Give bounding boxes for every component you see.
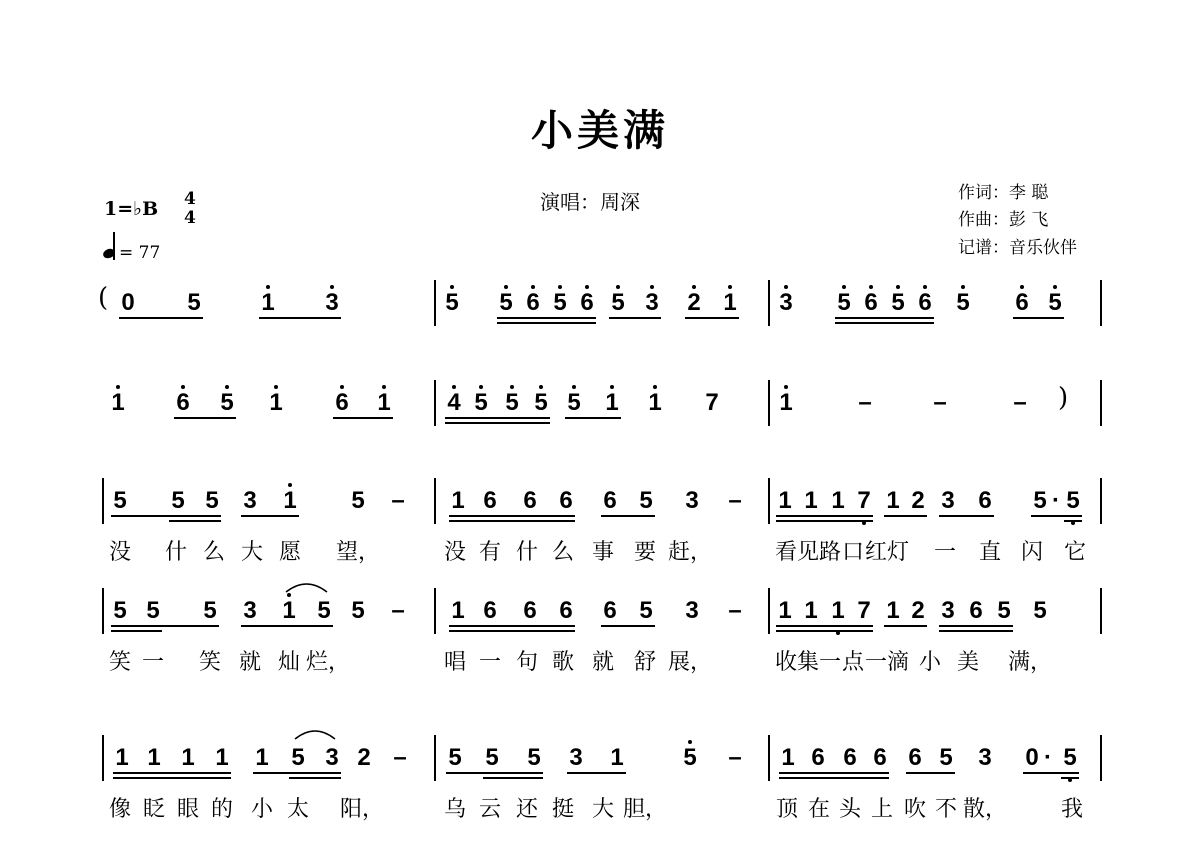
sixteenth-underline — [111, 630, 162, 632]
octave-high-dot — [531, 285, 535, 289]
note: 0 — [1025, 744, 1039, 771]
note: 5 — [837, 289, 851, 316]
time-signature-bottom: 4 — [184, 208, 196, 228]
note: 5 — [1048, 289, 1062, 316]
note: 1 — [779, 389, 793, 416]
lyric-char: 大 — [240, 540, 264, 565]
octave-high-dot — [450, 285, 454, 289]
lyric-char: 望， — [335, 540, 381, 565]
note: 1 — [886, 487, 900, 514]
note: 3 — [569, 744, 583, 771]
eighth-underline — [111, 625, 219, 627]
sixteenth-underline — [113, 777, 231, 779]
lyric-char: 直 — [978, 540, 1002, 565]
note: 6 — [580, 289, 594, 316]
note: 5 — [1063, 744, 1077, 771]
lyric-char: 一 — [864, 650, 888, 675]
eighth-underline — [939, 515, 994, 517]
octave-high-dot — [266, 285, 270, 289]
octave-high-dot — [923, 285, 927, 289]
note: 6 — [969, 597, 983, 624]
lyric-char: 乌 — [443, 797, 467, 822]
eighth-underline — [1023, 772, 1079, 774]
note: 3 — [779, 289, 793, 316]
lyric-char: 阳， — [339, 797, 385, 822]
note: 1 — [147, 744, 161, 771]
lyric-char: 歌 — [551, 650, 575, 675]
note: 6 — [603, 597, 617, 624]
lyric-char: 上 — [870, 797, 894, 822]
note: 3 — [645, 289, 659, 316]
note: 6 — [335, 389, 349, 416]
note: 3 — [243, 597, 257, 624]
tempo-value: = 77 — [119, 243, 161, 263]
note: 3 — [325, 744, 339, 771]
octave-high-dot — [961, 285, 965, 289]
note: 1 — [781, 744, 795, 771]
note: 5 — [499, 289, 513, 316]
lyric-char: 什 — [515, 540, 539, 565]
octave-high-dot — [585, 285, 589, 289]
eighth-underline — [779, 772, 889, 774]
lyric-char: 的 — [210, 797, 234, 822]
eighth-underline — [1031, 515, 1082, 517]
note: 1 — [831, 597, 845, 624]
lyric-char: 散， — [962, 797, 1008, 822]
note: 3 — [978, 744, 992, 771]
note: 1 — [804, 597, 818, 624]
eighth-underline — [111, 515, 221, 517]
note: 1 — [181, 744, 195, 771]
note: 6 — [918, 289, 932, 316]
note: 5 — [205, 487, 219, 514]
lyric-char: 舒 — [633, 650, 657, 675]
sixteenth-underline — [776, 520, 873, 522]
note: 1 — [451, 487, 465, 514]
note: 4 — [447, 389, 461, 416]
lyric-char: 么 — [202, 540, 226, 565]
lyric-char: 一 — [141, 650, 165, 675]
octave-high-dot — [479, 385, 483, 389]
note: 5 — [113, 487, 127, 514]
note: 1 — [723, 289, 737, 316]
octave-high-dot — [896, 285, 900, 289]
note: 1 — [115, 744, 129, 771]
octave-high-dot — [869, 285, 873, 289]
sixteenth-underline — [483, 777, 543, 779]
eighth-underline — [449, 625, 575, 627]
lyric-char: 展， — [667, 650, 713, 675]
note: 6 — [1015, 289, 1029, 316]
note: 2 — [687, 289, 701, 316]
note: 0 — [121, 289, 135, 316]
eighth-underline — [567, 772, 626, 774]
note: 7 — [857, 487, 871, 514]
note: 5 — [527, 744, 541, 771]
note: 6 — [559, 487, 573, 514]
eighth-underline — [497, 317, 596, 319]
note: 5 — [683, 744, 697, 771]
lyric-char: 云 — [478, 797, 502, 822]
octave-high-dot — [784, 385, 788, 389]
note: 5 — [997, 597, 1011, 624]
note: 3 — [685, 487, 699, 514]
note: 5 — [553, 289, 567, 316]
note: 3 — [243, 487, 257, 514]
note: 6 — [843, 744, 857, 771]
octave-high-dot — [452, 385, 456, 389]
note: 6 — [811, 744, 825, 771]
sustain-dash: – — [858, 389, 872, 416]
barline — [768, 588, 770, 634]
eighth-underline — [565, 417, 621, 419]
note: 6 — [483, 487, 497, 514]
note: 1 — [778, 597, 792, 624]
barline — [434, 735, 436, 781]
barline — [1100, 735, 1102, 781]
note: 3 — [941, 487, 955, 514]
lyric-char: 滴 — [886, 650, 910, 675]
octave-high-dot — [842, 285, 846, 289]
note: 5 — [113, 597, 127, 624]
lyric-char: 满， — [1007, 650, 1053, 675]
key-signature: 1=♭B — [104, 198, 159, 220]
octave-high-dot — [728, 285, 732, 289]
note: 1 — [831, 487, 845, 514]
lyric-char: 眼 — [176, 797, 200, 822]
octave-high-dot — [653, 385, 657, 389]
note: 1 — [111, 389, 125, 416]
note: 2 — [357, 744, 371, 771]
note: 6 — [523, 597, 537, 624]
octave-high-dot — [330, 285, 334, 289]
eighth-underline — [333, 417, 393, 419]
sustain-dash: – — [391, 487, 405, 514]
octave-high-dot — [510, 385, 514, 389]
lyric-char: 唱 — [443, 650, 467, 675]
eighth-underline — [884, 625, 927, 627]
note: 1 — [215, 744, 229, 771]
sixteenth-underline — [169, 520, 221, 522]
sixteenth-underline — [1064, 520, 1082, 522]
lyric-char: 小 — [918, 650, 942, 675]
octave-high-dot — [1053, 285, 1057, 289]
note: 5 — [291, 744, 305, 771]
note: 5 — [203, 597, 217, 624]
note: 1 — [261, 289, 275, 316]
lyric-char: 一 — [933, 540, 957, 565]
note: · — [1052, 487, 1060, 514]
note: 6 — [523, 487, 537, 514]
barline — [768, 478, 770, 524]
octave-high-dot — [181, 385, 185, 389]
lyric-char: 什 — [164, 540, 188, 565]
sixteenth-underline — [776, 630, 873, 632]
singer-credit: 演唱：周深 — [540, 190, 640, 214]
lyricist-credit: 作词：李 聪 — [958, 183, 1049, 203]
note: 5 — [474, 389, 488, 416]
note: 1 — [377, 389, 391, 416]
lyric-char: 口 — [841, 540, 865, 565]
lyric-char: 见 — [796, 540, 820, 565]
eighth-underline — [601, 515, 655, 517]
lyric-char: 红 — [864, 540, 888, 565]
note: 5 — [317, 597, 331, 624]
eighth-underline — [1013, 317, 1064, 319]
note: 7 — [705, 389, 719, 416]
eighth-underline — [835, 317, 934, 319]
intro-open-paren: ( — [98, 283, 109, 313]
lyric-char: 灿 — [277, 650, 301, 675]
lyric-char: 要 — [633, 540, 657, 565]
note: 1 — [283, 487, 297, 514]
barline — [1100, 588, 1102, 634]
barline — [434, 280, 436, 326]
lyric-char: 句 — [515, 650, 539, 675]
note: 5 — [505, 389, 519, 416]
sixteenth-underline — [445, 422, 550, 424]
lyric-char: 就 — [591, 650, 615, 675]
note: 1 — [778, 487, 792, 514]
lyric-char: 不 — [934, 797, 958, 822]
lyric-char: 头 — [838, 797, 862, 822]
lyric-char: 收 — [774, 650, 798, 675]
eighth-underline — [241, 515, 299, 517]
note: 5 — [1066, 487, 1080, 514]
sustain-dash: – — [728, 597, 742, 624]
barline — [102, 735, 104, 781]
time-signature-top: 4 — [184, 189, 196, 209]
lyric-char: 看 — [774, 540, 798, 565]
lyric-char: 没 — [443, 540, 467, 565]
sixteenth-underline — [449, 520, 575, 522]
note: 6 — [908, 744, 922, 771]
note: 5 — [146, 597, 160, 624]
lyric-char: 太 — [286, 797, 310, 822]
lyric-char: 吹 — [903, 797, 927, 822]
lyric-char: 烂， — [305, 650, 351, 675]
eighth-underline — [259, 317, 341, 319]
note: 5 — [351, 597, 365, 624]
note: 6 — [559, 597, 573, 624]
note: 1 — [648, 389, 662, 416]
note: 5 — [639, 597, 653, 624]
lyric-char: 赶， — [667, 540, 713, 565]
intro-close-paren: ) — [1058, 383, 1069, 413]
composer-credit: 作曲：彭 飞 — [958, 210, 1049, 230]
barline — [768, 280, 770, 326]
octave-high-dot — [616, 285, 620, 289]
sixteenth-underline — [779, 777, 889, 779]
barline — [434, 478, 436, 524]
sixteenth-underline — [939, 630, 1013, 632]
eighth-underline — [445, 417, 550, 419]
eighth-underline — [601, 625, 655, 627]
note: 6 — [483, 597, 497, 624]
lyric-char: 事 — [591, 540, 615, 565]
barline — [434, 380, 436, 426]
octave-high-dot — [692, 285, 696, 289]
note: 1 — [282, 597, 296, 624]
lyric-char: 挺 — [551, 797, 575, 822]
note: 1 — [804, 487, 818, 514]
note: 6 — [978, 487, 992, 514]
note: 2 — [911, 597, 925, 624]
sixteenth-underline — [449, 630, 575, 632]
sixteenth-underline — [835, 322, 934, 324]
octave-high-dot — [572, 385, 576, 389]
octave-high-dot — [784, 285, 788, 289]
lyric-char: 路 — [818, 540, 842, 565]
note: 2 — [911, 487, 925, 514]
lyric-char: 它 — [1063, 540, 1087, 565]
lyric-char: 就 — [238, 650, 262, 675]
octave-high-dot — [288, 483, 292, 487]
lyric-char: 点 — [841, 650, 865, 675]
transcriber-credit: 记谱：音乐伙伴 — [958, 238, 1077, 258]
eighth-underline — [119, 317, 203, 319]
octave-high-dot — [504, 285, 508, 289]
eighth-underline — [113, 772, 231, 774]
barline — [1100, 380, 1102, 426]
octave-high-dot — [274, 385, 278, 389]
octave-high-dot — [1020, 285, 1024, 289]
lyric-char: 愿 — [278, 540, 302, 565]
octave-high-dot — [382, 385, 386, 389]
note: 5 — [611, 289, 625, 316]
eighth-underline — [609, 317, 661, 319]
note: 5 — [220, 389, 234, 416]
barline — [1100, 280, 1102, 326]
note: 5 — [939, 744, 953, 771]
note: 5 — [1033, 597, 1047, 624]
note: 5 — [567, 389, 581, 416]
note: 5 — [187, 289, 201, 316]
eighth-underline — [253, 772, 341, 774]
lyric-char: 有 — [478, 540, 502, 565]
octave-high-dot — [225, 385, 229, 389]
sixteenth-underline — [289, 777, 341, 779]
lyric-char: 笑 — [198, 650, 222, 675]
octave-high-dot — [116, 385, 120, 389]
lyric-char: 美 — [956, 650, 980, 675]
sustain-dash: – — [1013, 389, 1027, 416]
note: · — [1044, 744, 1052, 771]
lyric-char: 小 — [250, 797, 274, 822]
octave-high-dot — [610, 385, 614, 389]
slur — [284, 580, 329, 594]
note: 1 — [269, 389, 283, 416]
note: 1 — [886, 597, 900, 624]
eighth-underline — [241, 625, 333, 627]
note: 5 — [891, 289, 905, 316]
barline — [102, 478, 104, 524]
eighth-underline — [776, 625, 873, 627]
song-title: 小美满 — [530, 106, 669, 155]
lyric-char: 顶 — [775, 797, 799, 822]
note: 1 — [451, 597, 465, 624]
octave-high-dot — [340, 385, 344, 389]
lyric-char: 没 — [108, 540, 132, 565]
eighth-underline — [174, 417, 236, 419]
sustain-dash: – — [728, 487, 742, 514]
eighth-underline — [939, 625, 1013, 627]
eighth-underline — [685, 317, 739, 319]
lyric-char: 么 — [551, 540, 575, 565]
note: 5 — [171, 487, 185, 514]
sustain-dash: – — [391, 597, 405, 624]
octave-high-dot — [650, 285, 654, 289]
note: 6 — [873, 744, 887, 771]
lyric-char: 集 — [796, 650, 820, 675]
note: 5 — [445, 289, 459, 316]
octave-high-dot — [539, 385, 543, 389]
lyric-char: 我 — [1060, 797, 1084, 822]
note: 5 — [485, 744, 499, 771]
note: 6 — [603, 487, 617, 514]
slur — [293, 727, 337, 741]
eighth-underline — [446, 772, 543, 774]
note: 1 — [610, 744, 624, 771]
lyric-char: 笑 — [108, 650, 132, 675]
sustain-dash: – — [728, 744, 742, 771]
lyric-char: 像 — [108, 797, 132, 822]
note: 5 — [351, 487, 365, 514]
eighth-underline — [776, 515, 873, 517]
eighth-underline — [884, 515, 927, 517]
note: 1 — [255, 744, 269, 771]
barline — [434, 588, 436, 634]
lyric-char: 眨 — [142, 797, 166, 822]
lyric-char: 一 — [478, 650, 502, 675]
lyric-char: 胆， — [622, 797, 668, 822]
lyric-char: 还 — [515, 797, 539, 822]
note: 1 — [605, 389, 619, 416]
note: 5 — [956, 289, 970, 316]
note: 6 — [864, 289, 878, 316]
note: 3 — [941, 597, 955, 624]
note: 7 — [857, 597, 871, 624]
eighth-underline — [449, 515, 575, 517]
note: 5 — [448, 744, 462, 771]
note: 5 — [534, 389, 548, 416]
barline — [768, 735, 770, 781]
lyric-char: 在 — [807, 797, 831, 822]
note: 5 — [639, 487, 653, 514]
octave-high-dot — [688, 740, 692, 744]
sustain-dash: – — [393, 744, 407, 771]
note: 5 — [1033, 487, 1047, 514]
barline — [102, 588, 104, 634]
lyric-char: 大 — [591, 797, 615, 822]
barline — [1100, 478, 1102, 524]
lyric-char: 一 — [818, 650, 842, 675]
octave-high-dot — [558, 285, 562, 289]
sixteenth-underline — [497, 322, 596, 324]
note: 6 — [526, 289, 540, 316]
barline — [768, 380, 770, 426]
note: 3 — [325, 289, 339, 316]
note: 3 — [685, 597, 699, 624]
lyric-char: 灯 — [886, 540, 910, 565]
sustain-dash: – — [933, 389, 947, 416]
note: 6 — [176, 389, 190, 416]
eighth-underline — [906, 772, 955, 774]
sixteenth-underline — [1061, 777, 1079, 779]
lyric-char: 闪 — [1020, 540, 1044, 565]
